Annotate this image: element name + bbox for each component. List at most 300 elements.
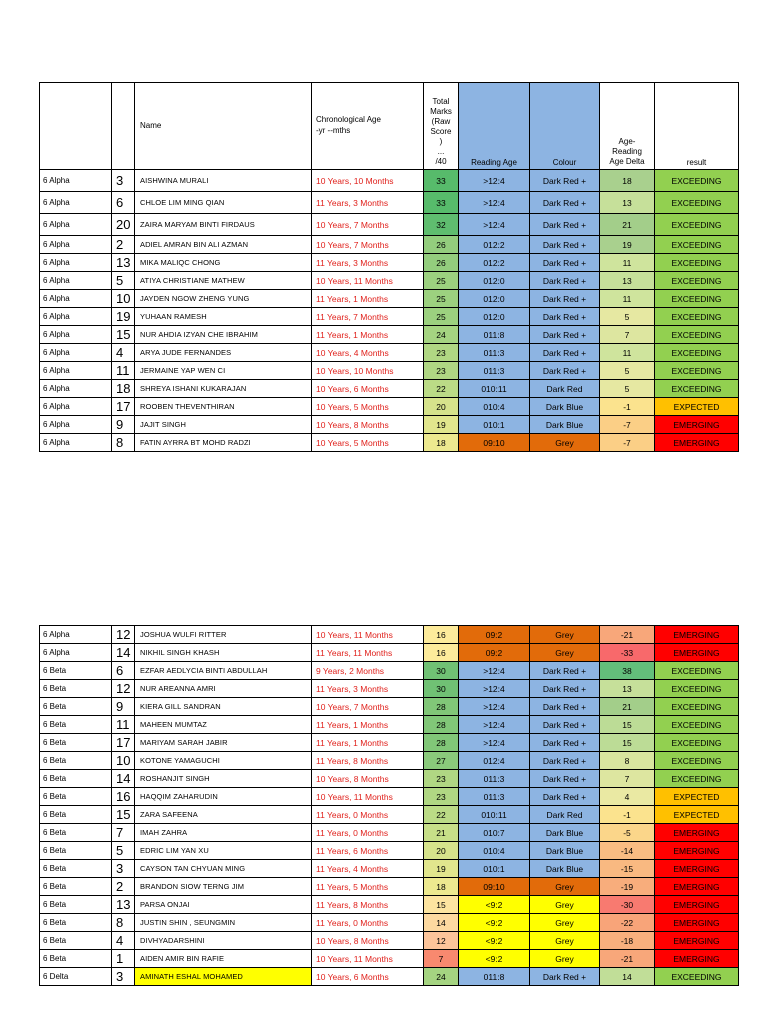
age-delta-cell: 4 bbox=[600, 788, 655, 806]
table-row bbox=[40, 398, 739, 416]
class-cell: 6 Beta bbox=[40, 860, 112, 878]
age-delta-cell: 38 bbox=[600, 662, 655, 680]
student-name-cell: ADIEL AMRAN BIN ALI AZMAN bbox=[135, 236, 312, 254]
age-delta-cell: -1 bbox=[600, 806, 655, 824]
class-cell: 6 Alpha bbox=[40, 416, 112, 434]
student-name-cell: SHREYA ISHANI KUKARAJAN bbox=[135, 380, 312, 398]
age-delta-cell: -5 bbox=[600, 824, 655, 842]
class-cell: 6 Alpha bbox=[40, 254, 112, 272]
colour-band-cell: Dark Blue bbox=[530, 860, 600, 878]
header-result: result bbox=[655, 83, 739, 170]
table-row bbox=[40, 842, 739, 860]
student-name-cell: MIKA MALIQC CHONG bbox=[135, 254, 312, 272]
class-cell: 6 Alpha bbox=[40, 214, 112, 236]
colour-band-cell: Dark Blue bbox=[530, 842, 600, 860]
table-row bbox=[40, 344, 739, 362]
total-marks-cell: 26 bbox=[424, 254, 459, 272]
class-cell: 6 Beta bbox=[40, 824, 112, 842]
class-cell: 6 Beta bbox=[40, 788, 112, 806]
student-number-cell: 15 bbox=[112, 806, 135, 824]
age-delta-cell: 14 bbox=[600, 968, 655, 986]
class-cell: 6 Beta bbox=[40, 752, 112, 770]
student-number-cell: 9 bbox=[112, 698, 135, 716]
table-row bbox=[40, 698, 739, 716]
result-cell: EXCEEDING bbox=[655, 290, 739, 308]
total-marks-cell: 16 bbox=[424, 626, 459, 644]
student-name-cell: JAYDEN NGOW ZHENG YUNG bbox=[135, 290, 312, 308]
student-number-cell: 5 bbox=[112, 842, 135, 860]
total-marks-cell: 22 bbox=[424, 380, 459, 398]
header-age-delta bbox=[600, 83, 655, 170]
age-delta-cell: -15 bbox=[600, 860, 655, 878]
chronological-age-cell: 11 Years, 4 Months bbox=[312, 860, 424, 878]
chronological-age-cell: 11 Years, 3 Months bbox=[312, 254, 424, 272]
reading-age-cell: >12:4 bbox=[459, 698, 530, 716]
student-name-cell: NUR AREANNA AMRI bbox=[135, 680, 312, 698]
reading-age-cell: 010:4 bbox=[459, 398, 530, 416]
table-row bbox=[40, 308, 739, 326]
total-marks-cell: 19 bbox=[424, 860, 459, 878]
student-name-cell: IMAH ZAHRA bbox=[135, 824, 312, 842]
result-cell: EXCEEDING bbox=[655, 308, 739, 326]
colour-band-cell: Dark Red + bbox=[530, 272, 600, 290]
table-row bbox=[40, 950, 739, 968]
student-name-cell: ROOBEN THEVENTHIRAN bbox=[135, 398, 312, 416]
total-marks-cell: 33 bbox=[424, 192, 459, 214]
table-row bbox=[40, 770, 739, 788]
class-cell: 6 Alpha bbox=[40, 326, 112, 344]
age-delta-cell: 18 bbox=[600, 170, 655, 192]
result-cell: EXCEEDING bbox=[655, 662, 739, 680]
student-name-cell: JERMAINE YAP WEN CI bbox=[135, 362, 312, 380]
table-row bbox=[40, 380, 739, 398]
table-row bbox=[40, 968, 739, 986]
class-cell: 6 Alpha bbox=[40, 434, 112, 452]
table-2-body bbox=[40, 626, 739, 986]
total-marks-cell: 25 bbox=[424, 308, 459, 326]
colour-band-cell: Dark Blue bbox=[530, 398, 600, 416]
colour-band-cell: Dark Red + bbox=[530, 734, 600, 752]
total-marks-cell: 28 bbox=[424, 698, 459, 716]
class-cell: 6 Alpha bbox=[40, 644, 112, 662]
age-delta-cell: -33 bbox=[600, 644, 655, 662]
class-cell: 6 Beta bbox=[40, 914, 112, 932]
colour-band-cell: Grey bbox=[530, 878, 600, 896]
student-number-cell: 2 bbox=[112, 878, 135, 896]
result-cell: EMERGING bbox=[655, 914, 739, 932]
table-row bbox=[40, 860, 739, 878]
table-row bbox=[40, 806, 739, 824]
result-cell: EMERGING bbox=[655, 896, 739, 914]
reading-age-cell: 011:8 bbox=[459, 326, 530, 344]
result-cell: EMERGING bbox=[655, 878, 739, 896]
colour-band-cell: Grey bbox=[530, 932, 600, 950]
age-delta-cell: 15 bbox=[600, 716, 655, 734]
result-cell: EXPECTED bbox=[655, 398, 739, 416]
reading-age-cell: 010:1 bbox=[459, 860, 530, 878]
total-marks-cell: 20 bbox=[424, 398, 459, 416]
reading-age-cell: >12:4 bbox=[459, 734, 530, 752]
chronological-age-cell: 11 Years, 0 Months bbox=[312, 914, 424, 932]
total-marks-cell: 21 bbox=[424, 824, 459, 842]
student-name-cell: PARSA ONJAI bbox=[135, 896, 312, 914]
colour-band-cell: Grey bbox=[530, 896, 600, 914]
total-marks-cell: 20 bbox=[424, 842, 459, 860]
chronological-age-cell: 11 Years, 11 Months bbox=[312, 644, 424, 662]
class-cell: 6 Beta bbox=[40, 698, 112, 716]
result-cell: EXCEEDING bbox=[655, 272, 739, 290]
table-row bbox=[40, 236, 739, 254]
student-name-cell: ROSHANJIT SINGH bbox=[135, 770, 312, 788]
student-number-cell: 5 bbox=[112, 272, 135, 290]
student-name-cell: ATIYA CHRISTIANE MATHEW bbox=[135, 272, 312, 290]
header-number bbox=[112, 83, 135, 170]
age-delta-cell: -21 bbox=[600, 626, 655, 644]
student-name-cell: EZFAR AEDLYCIA BINTI ABDULLAH bbox=[135, 662, 312, 680]
result-cell: EXCEEDING bbox=[655, 680, 739, 698]
reading-age-cell: >12:4 bbox=[459, 170, 530, 192]
result-cell: EXCEEDING bbox=[655, 170, 739, 192]
student-name-cell: MAHEEN MUMTAZ bbox=[135, 716, 312, 734]
student-name-cell: NUR AHDIA IZYAN CHE IBRAHIM bbox=[135, 326, 312, 344]
colour-band-cell: Dark Blue bbox=[530, 416, 600, 434]
chronological-age-cell: 11 Years, 8 Months bbox=[312, 752, 424, 770]
age-delta-cell: 11 bbox=[600, 290, 655, 308]
student-name-cell: EDRIC LIM YAN XU bbox=[135, 842, 312, 860]
chronological-age-cell: 11 Years, 1 Months bbox=[312, 716, 424, 734]
table-row bbox=[40, 272, 739, 290]
student-name-cell: NIKHIL SINGH KHASH bbox=[135, 644, 312, 662]
chronological-age-cell: 10 Years, 5 Months bbox=[312, 434, 424, 452]
student-name-cell: ARYA JUDE FERNANDES bbox=[135, 344, 312, 362]
student-name-cell: CAYSON TAN CHYUAN MING bbox=[135, 860, 312, 878]
class-cell: 6 Alpha bbox=[40, 272, 112, 290]
reading-age-cell: <9:2 bbox=[459, 932, 530, 950]
student-number-cell: 16 bbox=[112, 788, 135, 806]
age-delta-cell: -1 bbox=[600, 398, 655, 416]
total-marks-cell: 18 bbox=[424, 434, 459, 452]
header-row bbox=[40, 83, 739, 170]
student-number-cell: 3 bbox=[112, 170, 135, 192]
table-row bbox=[40, 824, 739, 842]
age-delta-cell: 5 bbox=[600, 308, 655, 326]
chronological-age-cell: 11 Years, 1 Months bbox=[312, 326, 424, 344]
total-marks-cell: 23 bbox=[424, 788, 459, 806]
class-cell: 6 Alpha bbox=[40, 626, 112, 644]
total-marks-cell: 16 bbox=[424, 644, 459, 662]
table-row bbox=[40, 416, 739, 434]
reading-age-cell: <9:2 bbox=[459, 896, 530, 914]
student-name-cell: HAQQIM ZAHARUDIN bbox=[135, 788, 312, 806]
result-cell: EMERGING bbox=[655, 860, 739, 878]
header-total-line: (Raw bbox=[431, 117, 451, 126]
result-cell: EXCEEDING bbox=[655, 752, 739, 770]
student-name-cell: FATIN AYRRA BT MOHD RADZI bbox=[135, 434, 312, 452]
colour-band-cell: Dark Red + bbox=[530, 344, 600, 362]
reading-age-cell: 012:0 bbox=[459, 308, 530, 326]
colour-band-cell: Dark Red + bbox=[530, 236, 600, 254]
chronological-age-cell: 10 Years, 11 Months bbox=[312, 788, 424, 806]
age-delta-cell: 19 bbox=[600, 236, 655, 254]
chronological-age-cell: 11 Years, 3 Months bbox=[312, 680, 424, 698]
student-number-cell: 10 bbox=[112, 290, 135, 308]
chronological-age-cell: 10 Years, 11 Months bbox=[312, 626, 424, 644]
reading-age-cell: 011:3 bbox=[459, 770, 530, 788]
reading-age-cell: 010:11 bbox=[459, 806, 530, 824]
reading-age-cell: 09:10 bbox=[459, 878, 530, 896]
header-total-line: ... bbox=[437, 147, 445, 156]
table-row bbox=[40, 290, 739, 308]
age-delta-cell: -30 bbox=[600, 896, 655, 914]
chronological-age-cell: 11 Years, 1 Months bbox=[312, 734, 424, 752]
chronological-age-cell: 11 Years, 8 Months bbox=[312, 896, 424, 914]
table-1-body bbox=[40, 170, 739, 452]
student-number-cell: 8 bbox=[112, 914, 135, 932]
reading-age-cell: 09:2 bbox=[459, 644, 530, 662]
student-number-cell: 13 bbox=[112, 254, 135, 272]
student-number-cell: 17 bbox=[112, 734, 135, 752]
student-number-cell: 14 bbox=[112, 770, 135, 788]
table-row bbox=[40, 734, 739, 752]
result-cell: EXCEEDING bbox=[655, 716, 739, 734]
chronological-age-cell: 10 Years, 10 Months bbox=[312, 362, 424, 380]
age-delta-cell: 7 bbox=[600, 326, 655, 344]
reading-age-cell: 010:4 bbox=[459, 842, 530, 860]
header-total-line: Score bbox=[430, 127, 452, 136]
total-marks-cell: 23 bbox=[424, 770, 459, 788]
student-number-cell: 10 bbox=[112, 752, 135, 770]
chronological-age-cell: 10 Years, 7 Months bbox=[312, 236, 424, 254]
table-row bbox=[40, 626, 739, 644]
student-number-cell: 7 bbox=[112, 824, 135, 842]
student-name-cell: DIVHYADARSHINI bbox=[135, 932, 312, 950]
table-row bbox=[40, 896, 739, 914]
colour-band-cell: Dark Red bbox=[530, 380, 600, 398]
reading-age-cell: >12:4 bbox=[459, 716, 530, 734]
total-marks-cell: 32 bbox=[424, 214, 459, 236]
table-row bbox=[40, 662, 739, 680]
chronological-age-cell: 11 Years, 7 Months bbox=[312, 308, 424, 326]
header-total-line: ) bbox=[439, 137, 443, 146]
class-cell: 6 Beta bbox=[40, 896, 112, 914]
header-chronological-age bbox=[312, 83, 424, 170]
age-delta-cell: -7 bbox=[600, 434, 655, 452]
reading-age-cell: 012:0 bbox=[459, 290, 530, 308]
chronological-age-cell: 10 Years, 11 Months bbox=[312, 950, 424, 968]
reading-age-cell: 011:3 bbox=[459, 344, 530, 362]
result-cell: EXCEEDING bbox=[655, 326, 739, 344]
chronological-age-cell: 10 Years, 6 Months bbox=[312, 968, 424, 986]
age-delta-cell: 15 bbox=[600, 734, 655, 752]
result-cell: EMERGING bbox=[655, 626, 739, 644]
table-row bbox=[40, 170, 739, 192]
colour-band-cell: Dark Red + bbox=[530, 214, 600, 236]
chronological-age-cell: 11 Years, 5 Months bbox=[312, 878, 424, 896]
chronological-age-cell: 10 Years, 7 Months bbox=[312, 698, 424, 716]
chronological-age-cell: 10 Years, 10 Months bbox=[312, 170, 424, 192]
reading-age-cell: 012:2 bbox=[459, 236, 530, 254]
student-name-cell: CHLOE LIM MING QIAN bbox=[135, 192, 312, 214]
result-cell: EXCEEDING bbox=[655, 192, 739, 214]
total-marks-cell: 12 bbox=[424, 932, 459, 950]
student-name-cell: JUSTIN SHIN , SEUNGMIN bbox=[135, 914, 312, 932]
colour-band-cell: Grey bbox=[530, 434, 600, 452]
reading-age-cell: 011:3 bbox=[459, 362, 530, 380]
student-number-cell: 4 bbox=[112, 932, 135, 950]
total-marks-cell: 30 bbox=[424, 662, 459, 680]
class-cell: 6 Alpha bbox=[40, 362, 112, 380]
age-delta-cell: 21 bbox=[600, 214, 655, 236]
table-row bbox=[40, 192, 739, 214]
result-cell: EXCEEDING bbox=[655, 344, 739, 362]
class-cell: 6 Beta bbox=[40, 878, 112, 896]
student-number-cell: 12 bbox=[112, 626, 135, 644]
result-cell: EMERGING bbox=[655, 434, 739, 452]
reading-age-cell: 012:2 bbox=[459, 254, 530, 272]
header-total-marks bbox=[424, 83, 459, 170]
table-row bbox=[40, 932, 739, 950]
class-cell: 6 Alpha bbox=[40, 398, 112, 416]
chronological-age-cell: 11 Years, 3 Months bbox=[312, 192, 424, 214]
class-cell: 6 Alpha bbox=[40, 344, 112, 362]
student-number-cell: 13 bbox=[112, 896, 135, 914]
age-delta-cell: 13 bbox=[600, 272, 655, 290]
reading-age-cell: 010:11 bbox=[459, 380, 530, 398]
header-total-line: /40 bbox=[435, 157, 447, 166]
colour-band-cell: Dark Red + bbox=[530, 752, 600, 770]
age-delta-cell: 11 bbox=[600, 254, 655, 272]
reading-age-cell: 012:4 bbox=[459, 752, 530, 770]
total-marks-cell: 23 bbox=[424, 344, 459, 362]
reading-age-cell: 010:1 bbox=[459, 416, 530, 434]
reading-age-cell: 011:3 bbox=[459, 788, 530, 806]
result-cell: EXCEEDING bbox=[655, 236, 739, 254]
reading-age-cell: 09:2 bbox=[459, 626, 530, 644]
table-row bbox=[40, 214, 739, 236]
result-cell: EXCEEDING bbox=[655, 770, 739, 788]
reading-age-cell: 09:10 bbox=[459, 434, 530, 452]
age-delta-cell: -7 bbox=[600, 416, 655, 434]
table-row bbox=[40, 254, 739, 272]
result-cell: EMERGING bbox=[655, 824, 739, 842]
student-number-cell: 1 bbox=[112, 950, 135, 968]
reading-age-cell: >12:4 bbox=[459, 192, 530, 214]
colour-band-cell: Dark Blue bbox=[530, 824, 600, 842]
table-row bbox=[40, 716, 739, 734]
age-delta-cell: -14 bbox=[600, 842, 655, 860]
class-cell: 6 Beta bbox=[40, 716, 112, 734]
age-delta-cell: 5 bbox=[600, 380, 655, 398]
colour-band-cell: Dark Red + bbox=[530, 770, 600, 788]
table-row bbox=[40, 878, 739, 896]
chronological-age-cell: 9 Years, 2 Months bbox=[312, 662, 424, 680]
chronological-age-cell: 11 Years, 6 Months bbox=[312, 842, 424, 860]
total-marks-cell: 18 bbox=[424, 878, 459, 896]
table-row bbox=[40, 434, 739, 452]
total-marks-cell: 33 bbox=[424, 170, 459, 192]
reading-age-cell: 011:8 bbox=[459, 968, 530, 986]
student-name-cell: JOSHUA WULFI RITTER bbox=[135, 626, 312, 644]
reading-age-cell: >12:4 bbox=[459, 680, 530, 698]
colour-band-cell: Dark Red + bbox=[530, 326, 600, 344]
class-cell: 6 Beta bbox=[40, 770, 112, 788]
chronological-age-cell: 11 Years, 0 Months bbox=[312, 824, 424, 842]
colour-band-cell: Grey bbox=[530, 950, 600, 968]
colour-band-cell: Dark Red + bbox=[530, 716, 600, 734]
colour-band-cell: Dark Red bbox=[530, 806, 600, 824]
age-delta-cell: 13 bbox=[600, 680, 655, 698]
colour-band-cell: Grey bbox=[530, 644, 600, 662]
student-number-cell: 6 bbox=[112, 662, 135, 680]
student-number-cell: 4 bbox=[112, 344, 135, 362]
header-colour: Colour bbox=[530, 83, 600, 170]
chronological-age-cell: 11 Years, 0 Months bbox=[312, 806, 424, 824]
colour-band-cell: Dark Red + bbox=[530, 290, 600, 308]
table-row bbox=[40, 362, 739, 380]
age-delta-cell: 7 bbox=[600, 770, 655, 788]
result-cell: EMERGING bbox=[655, 842, 739, 860]
total-marks-cell: 19 bbox=[424, 416, 459, 434]
result-cell: EMERGING bbox=[655, 932, 739, 950]
colour-band-cell: Dark Red + bbox=[530, 170, 600, 192]
chronological-age-cell: 10 Years, 8 Months bbox=[312, 416, 424, 434]
result-cell: EXCEEDING bbox=[655, 362, 739, 380]
result-cell: EMERGING bbox=[655, 416, 739, 434]
result-cell: EXCEEDING bbox=[655, 214, 739, 236]
colour-band-cell: Grey bbox=[530, 914, 600, 932]
colour-band-cell: Dark Red + bbox=[530, 968, 600, 986]
total-marks-cell: 25 bbox=[424, 290, 459, 308]
header-total-line: Marks bbox=[430, 107, 452, 116]
result-cell: EMERGING bbox=[655, 644, 739, 662]
total-marks-cell: 23 bbox=[424, 362, 459, 380]
result-cell: EMERGING bbox=[655, 950, 739, 968]
total-marks-cell: 27 bbox=[424, 752, 459, 770]
chronological-age-cell: 10 Years, 4 Months bbox=[312, 344, 424, 362]
student-number-cell: 11 bbox=[112, 362, 135, 380]
result-cell: EXCEEDING bbox=[655, 698, 739, 716]
class-cell: 6 Alpha bbox=[40, 192, 112, 214]
reading-age-cell: 012:0 bbox=[459, 272, 530, 290]
reading-age-cell: <9:2 bbox=[459, 914, 530, 932]
total-marks-cell: 28 bbox=[424, 734, 459, 752]
student-name-cell: ZARA SAFEENA bbox=[135, 806, 312, 824]
colour-band-cell: Dark Red + bbox=[530, 662, 600, 680]
colour-band-cell: Dark Red + bbox=[530, 192, 600, 214]
result-cell: EXPECTED bbox=[655, 788, 739, 806]
chronological-age-cell: 10 Years, 5 Months bbox=[312, 398, 424, 416]
reading-results-table-1 bbox=[39, 82, 739, 452]
table-row bbox=[40, 326, 739, 344]
table-row bbox=[40, 680, 739, 698]
class-cell: 6 Beta bbox=[40, 806, 112, 824]
student-number-cell: 11 bbox=[112, 716, 135, 734]
student-number-cell: 2 bbox=[112, 236, 135, 254]
age-delta-cell: -22 bbox=[600, 914, 655, 932]
reading-results-table-2 bbox=[39, 625, 739, 986]
total-marks-cell: 30 bbox=[424, 680, 459, 698]
total-marks-cell: 15 bbox=[424, 896, 459, 914]
chronological-age-cell: 10 Years, 11 Months bbox=[312, 272, 424, 290]
age-delta-cell: -19 bbox=[600, 878, 655, 896]
chronological-age-cell: 10 Years, 6 Months bbox=[312, 380, 424, 398]
class-cell: 6 Beta bbox=[40, 932, 112, 950]
age-delta-cell: 8 bbox=[600, 752, 655, 770]
header-chrono-line1: Chronological Age bbox=[316, 115, 381, 124]
class-cell: 6 Beta bbox=[40, 842, 112, 860]
student-number-cell: 14 bbox=[112, 644, 135, 662]
total-marks-cell: 26 bbox=[424, 236, 459, 254]
